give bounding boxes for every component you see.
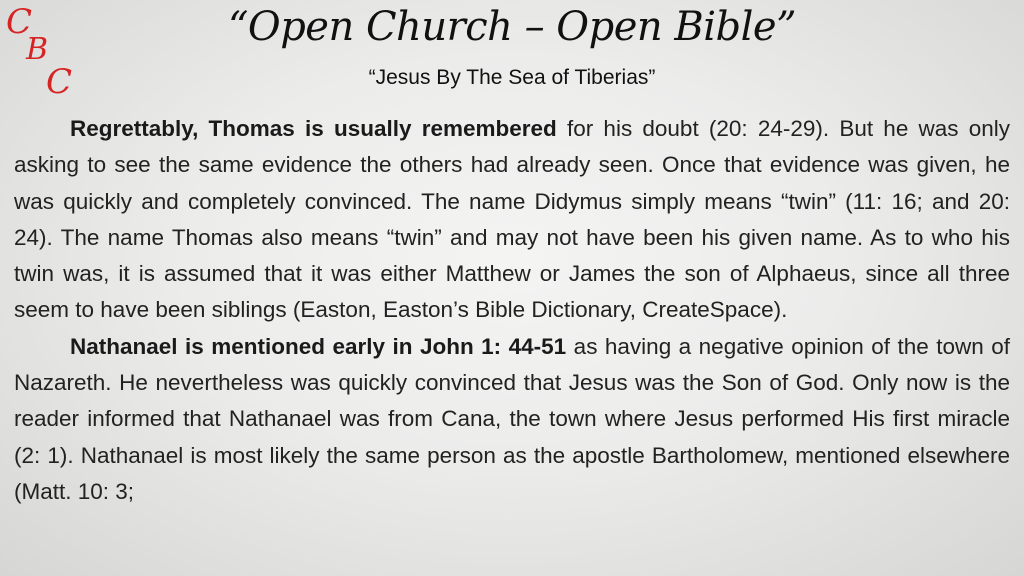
- paragraph-text: for his doubt (20: 24-29). But he was only asking to see the same evidence the others had already seen. Once that evidence was given, he was quickly and completely convinced. The name Didymus simply means “twin” (11: 16; and 20: 24). The name Thomas also means “twin” and may not have been his given name. As to who his twin was, it is assumed that it was either Matthew or James the son of Alphaeus, since all three seem to have been siblings (Easton, Easton’s Bible Dictionary, CreateSpace).: [14, 116, 1011, 323]
- paragraph-lead: Regrettably, Thomas is usually remembered: [70, 116, 557, 141]
- paragraph-text: as having a negative opinion of the town of Nazareth. He nevertheless was quickly convinced that Jesus was the Son of God. Only now is the reader informed that Nathanael was from Cana, the town where Jesus performed His first miracle (2: 1). Nathanael is most likely the same person as the apostle Bartholomew, mentioned elsewhere (Matt. 10: 3;: [14, 333, 1010, 504]
- body-text: [14, 111, 1010, 510]
- logo-letter-c: C: [6, 2, 33, 42]
- logo-letter-b: B: [26, 32, 49, 67]
- logo-letter-c-second: C: [46, 62, 73, 102]
- paragraph-nathanael: [14, 329, 1010, 510]
- paragraph-lead: Nathanael is mentioned early in John 1: 44-51: [70, 333, 567, 359]
- paragraph-thomas: [14, 111, 1010, 329]
- page-subtitle: “Jesus By The Sea of Tiberias”: [368, 66, 656, 89]
- page-title: “Open Church – Open Bible”: [227, 4, 797, 50]
